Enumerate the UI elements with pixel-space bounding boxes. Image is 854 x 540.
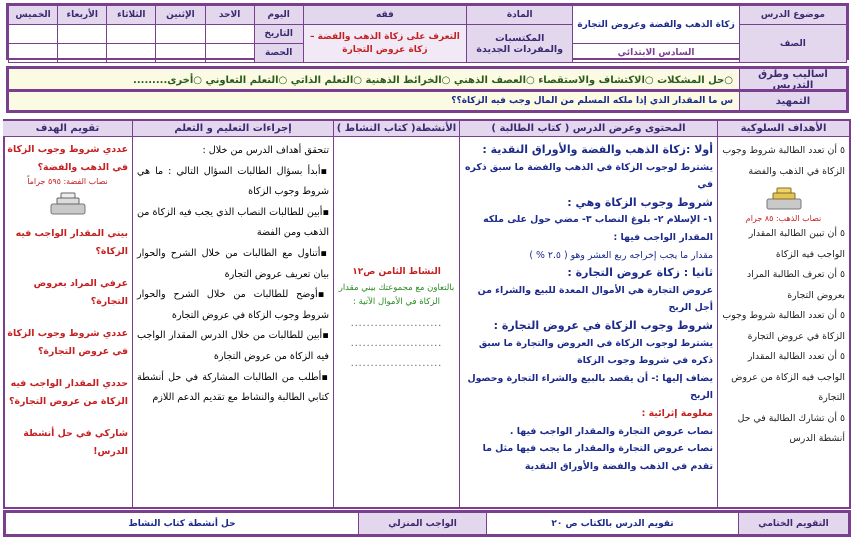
evaluation-item: عددي شروط وجوب الزكاة في عروض التجارة؟ xyxy=(7,328,128,357)
content-header: المحتوى وعرض الدرس ( كتاب الطالبة ) xyxy=(460,121,717,137)
activity-line: ....................... xyxy=(350,358,443,369)
date-cell-sun xyxy=(205,25,254,44)
content-paragraph: يشترط لوجوب الزكاة في العروض والتجارة ما سبق ذكره في شروط وجوب الزكاة xyxy=(478,337,713,367)
period-cell-mon xyxy=(156,44,205,63)
evaluation-header: تقويم الهدف xyxy=(3,121,132,137)
period-cell-wed xyxy=(58,44,107,63)
methods-label: أساليب وطرق التدريس xyxy=(740,69,847,92)
content-heading-trade-conditions: شروط وجوب الزكاة في عروض التجارة : xyxy=(493,318,713,332)
lesson-header xyxy=(6,3,849,60)
goal-item: ٥ أن تبين الطالبة المقدار الواجب فيه الزكاة xyxy=(748,228,845,260)
content-addition: يضاف إليها :- أن يقصد بالبيع والشراء التجارة وحصول الربح xyxy=(467,372,713,402)
lesson-title: التعرف على زكاة الذهب والفضة – زكاة عروض التجارة xyxy=(303,25,466,63)
procedures-header: إجراءات التعليم و التعلم xyxy=(133,121,333,137)
lesson-body xyxy=(3,119,851,509)
procedures-column xyxy=(132,121,333,507)
intro-row xyxy=(6,89,849,113)
activity-line: ....................... xyxy=(350,318,443,329)
evaluation-item: عرفي المراد بعروض التجارة؟ xyxy=(33,278,128,307)
content-column xyxy=(459,121,717,507)
silver-scale-image xyxy=(7,189,128,217)
evaluation-item: بيني المقدار الواجب فيه الزكاة؟ xyxy=(15,228,128,257)
homework-value: حل أنشطة كتاب النشاط xyxy=(6,513,359,535)
teaching-methods-row xyxy=(6,66,849,90)
scale-icon xyxy=(763,185,805,211)
procedure-item: ▪أطلب من الطالبات المشاركة في حل أنشطة كتابي الطالبة والنشاط مع تقديم الدعم اللازم xyxy=(137,371,329,404)
procedure-item: ▪أتناول مع الطالبات من خلال الشرح والحوار بيان تعريف عروض التجارة xyxy=(137,247,329,280)
activities-body xyxy=(334,137,459,375)
content-amount-text: مقدار ما يجب إخراجه ربع العشر وهو ( ٢.٥ % ) xyxy=(529,249,713,261)
date-label: التاريخ xyxy=(254,25,303,44)
content-conditions-list: ١- الإسلام ٢- بلوغ النصاب ٣- مضي حول على ملكه xyxy=(483,214,713,226)
date-cell-thu xyxy=(9,25,58,44)
lesson-footer xyxy=(3,510,851,537)
homework-label: الواجب المنزلي xyxy=(359,513,487,535)
goals-column xyxy=(717,121,849,507)
evaluation-column xyxy=(3,121,132,507)
intro-label: التمهيد xyxy=(740,92,847,111)
activity-text: بالتعاون مع مجموعتك بيني مقدار الزكاة في الأموال الآتية : xyxy=(338,283,455,307)
goals-header: الأهداف السلوكية xyxy=(718,121,849,137)
content-heading-trade: ثانيا : زكاة عروض التجارة : xyxy=(567,266,713,280)
activities-column xyxy=(333,121,459,507)
goal-item: ٥ أن تعدد الطالبة المقدار الواجب فيه الزكاة من عروض التجارة xyxy=(731,351,845,403)
scale-icon xyxy=(47,190,89,216)
grade-label: الصف xyxy=(739,25,846,63)
methods-value: ○حل المشكلات ○الاكتشاف والاستقصاء ○العصف الذهني ○الخرائط الذهنية ○التعلم الذاتي ○التعلم التعاوني ○أخرى......... xyxy=(9,69,740,92)
evaluation-item: عددي شروط وجوب الزكاة في الذهب والفضة؟ xyxy=(7,144,128,173)
gold-scale-image xyxy=(722,184,845,212)
date-cell-mon xyxy=(156,25,205,44)
content-trade-definition: عروض التجارة هي الأموال المعدة للبيع والشراء من أجل الربح xyxy=(477,284,713,314)
procedures-body xyxy=(133,137,333,413)
goal-item: ٥ أن تشارك الطالبة في حل أنشطة الدرس xyxy=(737,412,845,444)
day-wed: الأربعاء xyxy=(58,6,107,25)
final-eval-label: التقويم الختامي xyxy=(739,513,849,535)
day-mon: الإثنين xyxy=(156,6,205,25)
goals-list xyxy=(718,137,849,454)
content-heading-conditions: شروط وجوب الزكاة وهي : xyxy=(567,195,713,209)
period-label: الحصة xyxy=(254,44,303,63)
period-cell-thu xyxy=(9,44,58,63)
activity-line: ....................... xyxy=(350,338,443,349)
goal-item: ٥ أن تعدد الطالبة شروط وجوب الزكاة في الذهب والفضة xyxy=(722,145,845,177)
day-label: اليوم xyxy=(254,6,303,25)
goal-item: ٥ أن تعرف الطالبة المراد بعروض التجارة xyxy=(746,269,845,301)
evaluation-item: شاركي في حل أنشطة الدرس! xyxy=(23,428,128,457)
date-cell-wed xyxy=(58,25,107,44)
silver-nisab-caption: نصاب الفضة: ٥٩٥ جراماً xyxy=(27,177,108,186)
topic-value: زكاة الذهب والفضة وعروض التجارة xyxy=(573,6,739,44)
activities-header: الأنشطة( كتاب النشاط ) xyxy=(334,121,459,137)
evaluation-item: حددي المقدار الواجب فيه الزكاة من عروض التجارة؟ xyxy=(9,378,128,407)
procedure-item: ▪أبدأ بسؤال الطالبات السؤال التالي : ما هي شروط وجوب الزكاة xyxy=(137,165,329,198)
final-eval-value: تقويم الدرس بالكتاب ص ٢٠ xyxy=(487,513,739,535)
intro-value: س ما المقدار الذي إذا ملكه المسلم من المال وجب فيه الزكاة؟؟ xyxy=(9,92,740,111)
content-enrichment-label: معلومة إثرائية : xyxy=(641,407,713,419)
activity-title: النشاط الثامن ص١٢ xyxy=(352,267,441,277)
day-sun: الاحد xyxy=(205,6,254,25)
day-thu: الخميس xyxy=(9,6,58,25)
subject-label: المادة xyxy=(467,6,573,25)
content-enrichment-2: نصاب عروض التجارة والمقدار ما يجب فيها مثل ما تقدم في الذهب والفضة والأوراق النقدية xyxy=(482,443,713,472)
procedure-item: ▪أوضح للطالبات من خلال الشرح والحوار شروط وجوب الزكاة في عروض التجارة xyxy=(137,289,329,321)
grade-value: السادس الابتدائي xyxy=(573,44,739,63)
gold-nisab-caption: نصاب الذهب: ٨٥ جرام xyxy=(745,214,822,223)
topic-label: موضوع الدرس xyxy=(739,6,846,25)
procedure-item: ▪أبين للطالبات من خلال الدرس المقدار الواجب فيه الزكاة من عروض التجارة xyxy=(137,330,329,362)
subject-value: فقه xyxy=(303,6,466,25)
content-heading-gold: أولا :زكاة الذهب والفضة والأوراق النقدية : xyxy=(482,143,713,156)
period-cell-sun xyxy=(205,44,254,63)
evaluation-body xyxy=(3,137,132,465)
procedure-item: ▪أبين للطالبات النصاب الذي يجب فيه الزكاة من الذهب ومن الفضة xyxy=(137,206,329,239)
content-body xyxy=(460,137,717,479)
goal-item: ٥ أن تعدد الطالبة شروط وجوب الزكاة في عروض التجارة xyxy=(722,310,845,342)
content-paragraph: يشترط لوجوب الزكاة في الذهب والفضة ما سبق ذكره في xyxy=(465,161,713,191)
period-cell-tue xyxy=(107,44,156,63)
day-tue: الثلاثاء xyxy=(107,6,156,25)
vocab-label: المكتسبات والمفردات الجديدة xyxy=(467,25,573,63)
procedures-intro: تتحقق أهداف الدرس من خلال : xyxy=(202,145,329,156)
date-cell-tue xyxy=(107,25,156,44)
content-amount-label: المقدار الواجب فيها : xyxy=(613,231,713,243)
content-enrichment-1: نصاب عروض التجارة والمقدار الواجب فيها . xyxy=(509,425,713,437)
